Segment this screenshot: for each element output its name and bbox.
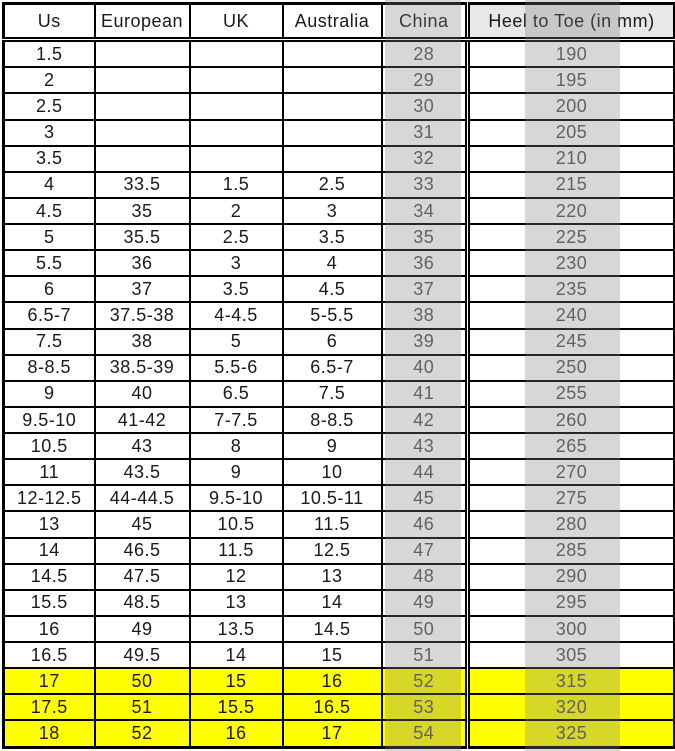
table-row — [4, 538, 675, 564]
cell-heel-to-toe-in-mm-r5: 210 — [468, 146, 675, 172]
cell-heel-to-toe-in-mm-r25: 315 — [468, 668, 675, 694]
cell-us-r13: 8-8.5 — [4, 355, 95, 381]
cell-china-r3: 30 — [382, 93, 468, 119]
table-row — [4, 485, 675, 511]
cell-china-r14: 41 — [382, 381, 468, 407]
table-row — [4, 668, 675, 694]
table-row — [4, 329, 675, 355]
cell-european-r1 — [95, 40, 190, 68]
table-row — [4, 590, 675, 616]
table-row — [4, 642, 675, 668]
cell-china-r12: 39 — [382, 329, 468, 355]
cell-australia-r13: 6.5-7 — [283, 355, 382, 381]
cell-european-r2 — [95, 67, 190, 93]
cell-heel-to-toe-in-mm-r14: 255 — [468, 381, 675, 407]
cell-australia-r21: 13 — [283, 564, 382, 590]
table-row — [4, 250, 675, 276]
table-row — [4, 694, 675, 720]
header-heel-to-toe: Heel to Toe (in mm) — [468, 4, 675, 40]
cell-uk-r18: 9.5-10 — [190, 485, 283, 511]
cell-heel-to-toe-in-mm-r21: 290 — [468, 564, 675, 590]
cell-european-r21: 47.5 — [95, 564, 190, 590]
table-body — [4, 40, 675, 748]
cell-heel-to-toe-in-mm-r3: 200 — [468, 93, 675, 119]
cell-china-r27: 54 — [382, 720, 468, 747]
cell-uk-r20: 11.5 — [190, 538, 283, 564]
cell-china-r23: 50 — [382, 616, 468, 642]
cell-us-r8: 5 — [4, 224, 95, 250]
cell-us-r15: 9.5-10 — [4, 407, 95, 433]
table-header — [4, 4, 675, 40]
cell-uk-r11: 4-4.5 — [190, 302, 283, 328]
cell-china-r11: 38 — [382, 302, 468, 328]
cell-european-r15: 41-42 — [95, 407, 190, 433]
cell-us-r25: 17 — [4, 668, 95, 694]
cell-uk-r13: 5.5-6 — [190, 355, 283, 381]
cell-european-r24: 49.5 — [95, 642, 190, 668]
cell-china-r10: 37 — [382, 276, 468, 302]
cell-australia-r11: 5-5.5 — [283, 302, 382, 328]
cell-australia-r1 — [283, 40, 382, 68]
table-row — [4, 433, 675, 459]
cell-uk-r26: 15.5 — [190, 694, 283, 720]
cell-us-r27: 18 — [4, 720, 95, 747]
cell-european-r4 — [95, 120, 190, 146]
cell-australia-r25: 16 — [283, 668, 382, 694]
header-uk: UK — [190, 4, 283, 40]
cell-australia-r8: 3.5 — [283, 224, 382, 250]
cell-heel-to-toe-in-mm-r1: 190 — [468, 40, 675, 68]
cell-heel-to-toe-in-mm-r20: 285 — [468, 538, 675, 564]
cell-uk-r21: 12 — [190, 564, 283, 590]
cell-us-r5: 3.5 — [4, 146, 95, 172]
cell-australia-r18: 10.5-11 — [283, 485, 382, 511]
cell-us-r21: 14.5 — [4, 564, 95, 590]
table-row — [4, 511, 675, 537]
cell-uk-r9: 3 — [190, 250, 283, 276]
cell-australia-r19: 11.5 — [283, 511, 382, 537]
table-row — [4, 67, 675, 93]
cell-us-r23: 16 — [4, 616, 95, 642]
cell-us-r16: 10.5 — [4, 433, 95, 459]
cell-heel-to-toe-in-mm-r18: 275 — [468, 485, 675, 511]
cell-australia-r20: 12.5 — [283, 538, 382, 564]
cell-european-r22: 48.5 — [95, 590, 190, 616]
cell-us-r22: 15.5 — [4, 590, 95, 616]
cell-european-r7: 35 — [95, 198, 190, 224]
cell-us-r10: 6 — [4, 276, 95, 302]
cell-european-r16: 43 — [95, 433, 190, 459]
cell-china-r7: 34 — [382, 198, 468, 224]
cell-australia-r23: 14.5 — [283, 616, 382, 642]
cell-uk-r4 — [190, 120, 283, 146]
table-row — [4, 198, 675, 224]
table-row — [4, 381, 675, 407]
header-china: China — [382, 4, 468, 40]
cell-australia-r26: 16.5 — [283, 694, 382, 720]
cell-european-r26: 51 — [95, 694, 190, 720]
table-row — [4, 172, 675, 198]
cell-australia-r10: 4.5 — [283, 276, 382, 302]
cell-australia-r12: 6 — [283, 329, 382, 355]
cell-uk-r15: 7-7.5 — [190, 407, 283, 433]
header-row — [4, 4, 675, 40]
cell-china-r18: 45 — [382, 485, 468, 511]
cell-heel-to-toe-in-mm-r24: 305 — [468, 642, 675, 668]
cell-heel-to-toe-in-mm-r19: 280 — [468, 511, 675, 537]
cell-australia-r24: 15 — [283, 642, 382, 668]
cell-australia-r3 — [283, 93, 382, 119]
cell-us-r2: 2 — [4, 67, 95, 93]
cell-heel-to-toe-in-mm-r22: 295 — [468, 590, 675, 616]
cell-china-r19: 46 — [382, 511, 468, 537]
cell-european-r9: 36 — [95, 250, 190, 276]
cell-uk-r24: 14 — [190, 642, 283, 668]
cell-european-r25: 50 — [95, 668, 190, 694]
cell-heel-to-toe-in-mm-r8: 225 — [468, 224, 675, 250]
size-conversion-table — [2, 2, 675, 749]
cell-heel-to-toe-in-mm-r27: 325 — [468, 720, 675, 747]
cell-australia-r16: 9 — [283, 433, 382, 459]
cell-china-r9: 36 — [382, 250, 468, 276]
cell-china-r22: 49 — [382, 590, 468, 616]
table-row — [4, 459, 675, 485]
cell-china-r4: 31 — [382, 120, 468, 146]
cell-us-r9: 5.5 — [4, 250, 95, 276]
cell-china-r6: 33 — [382, 172, 468, 198]
cell-australia-r15: 8-8.5 — [283, 407, 382, 433]
cell-uk-r25: 15 — [190, 668, 283, 694]
table-row — [4, 355, 675, 381]
cell-china-r17: 44 — [382, 459, 468, 485]
cell-european-r10: 37 — [95, 276, 190, 302]
cell-european-r5 — [95, 146, 190, 172]
cell-uk-r16: 8 — [190, 433, 283, 459]
cell-european-r27: 52 — [95, 720, 190, 747]
cell-heel-to-toe-in-mm-r26: 320 — [468, 694, 675, 720]
cell-us-r26: 17.5 — [4, 694, 95, 720]
cell-heel-to-toe-in-mm-r17: 270 — [468, 459, 675, 485]
cell-uk-r5 — [190, 146, 283, 172]
cell-uk-r19: 10.5 — [190, 511, 283, 537]
cell-european-r17: 43.5 — [95, 459, 190, 485]
cell-australia-r4 — [283, 120, 382, 146]
cell-australia-r27: 17 — [283, 720, 382, 747]
cell-china-r8: 35 — [382, 224, 468, 250]
table-row — [4, 146, 675, 172]
cell-european-r14: 40 — [95, 381, 190, 407]
cell-heel-to-toe-in-mm-r13: 250 — [468, 355, 675, 381]
table-row — [4, 120, 675, 146]
cell-heel-to-toe-in-mm-r6: 215 — [468, 172, 675, 198]
cell-china-r21: 48 — [382, 564, 468, 590]
cell-heel-to-toe-in-mm-r4: 205 — [468, 120, 675, 146]
table-row — [4, 40, 675, 68]
cell-heel-to-toe-in-mm-r7: 220 — [468, 198, 675, 224]
cell-european-r6: 33.5 — [95, 172, 190, 198]
cell-heel-to-toe-in-mm-r9: 230 — [468, 250, 675, 276]
cell-australia-r14: 7.5 — [283, 381, 382, 407]
cell-australia-r5 — [283, 146, 382, 172]
cell-china-r5: 32 — [382, 146, 468, 172]
cell-australia-r2 — [283, 67, 382, 93]
cell-us-r14: 9 — [4, 381, 95, 407]
cell-us-r4: 3 — [4, 120, 95, 146]
cell-us-r17: 11 — [4, 459, 95, 485]
cell-uk-r23: 13.5 — [190, 616, 283, 642]
cell-uk-r27: 16 — [190, 720, 283, 747]
cell-us-r3: 2.5 — [4, 93, 95, 119]
header-european: European — [95, 4, 190, 40]
cell-uk-r22: 13 — [190, 590, 283, 616]
cell-us-r20: 14 — [4, 538, 95, 564]
cell-european-r11: 37.5-38 — [95, 302, 190, 328]
cell-heel-to-toe-in-mm-r2: 195 — [468, 67, 675, 93]
cell-uk-r1 — [190, 40, 283, 68]
cell-china-r25: 52 — [382, 668, 468, 694]
cell-heel-to-toe-in-mm-r11: 240 — [468, 302, 675, 328]
cell-european-r23: 49 — [95, 616, 190, 642]
cell-european-r12: 38 — [95, 329, 190, 355]
cell-china-r26: 53 — [382, 694, 468, 720]
cell-us-r7: 4.5 — [4, 198, 95, 224]
cell-uk-r6: 1.5 — [190, 172, 283, 198]
cell-european-r13: 38.5-39 — [95, 355, 190, 381]
cell-heel-to-toe-in-mm-r15: 260 — [468, 407, 675, 433]
table-row — [4, 407, 675, 433]
table-row — [4, 616, 675, 642]
cell-us-r19: 13 — [4, 511, 95, 537]
cell-us-r24: 16.5 — [4, 642, 95, 668]
cell-uk-r2 — [190, 67, 283, 93]
cell-australia-r7: 3 — [283, 198, 382, 224]
cell-australia-r6: 2.5 — [283, 172, 382, 198]
cell-european-r19: 45 — [95, 511, 190, 537]
header-us: Us — [4, 4, 95, 40]
cell-australia-r9: 4 — [283, 250, 382, 276]
cell-china-r20: 47 — [382, 538, 468, 564]
cell-european-r20: 46.5 — [95, 538, 190, 564]
cell-european-r18: 44-44.5 — [95, 485, 190, 511]
cell-us-r11: 6.5-7 — [4, 302, 95, 328]
header-australia: Australia — [283, 4, 382, 40]
cell-uk-r14: 6.5 — [190, 381, 283, 407]
cell-uk-r8: 2.5 — [190, 224, 283, 250]
cell-china-r15: 42 — [382, 407, 468, 433]
cell-uk-r17: 9 — [190, 459, 283, 485]
table-row — [4, 720, 675, 747]
cell-us-r12: 7.5 — [4, 329, 95, 355]
cell-uk-r3 — [190, 93, 283, 119]
cell-china-r13: 40 — [382, 355, 468, 381]
cell-china-r24: 51 — [382, 642, 468, 668]
cell-china-r1: 28 — [382, 40, 468, 68]
cell-us-r1: 1.5 — [4, 40, 95, 68]
cell-us-r18: 12-12.5 — [4, 485, 95, 511]
cell-heel-to-toe-in-mm-r23: 300 — [468, 616, 675, 642]
cell-china-r2: 29 — [382, 67, 468, 93]
cell-uk-r7: 2 — [190, 198, 283, 224]
cell-heel-to-toe-in-mm-r10: 235 — [468, 276, 675, 302]
cell-australia-r22: 14 — [283, 590, 382, 616]
cell-uk-r10: 3.5 — [190, 276, 283, 302]
cell-european-r8: 35.5 — [95, 224, 190, 250]
cell-heel-to-toe-in-mm-r12: 245 — [468, 329, 675, 355]
table-row — [4, 276, 675, 302]
cell-heel-to-toe-in-mm-r16: 265 — [468, 433, 675, 459]
table-row — [4, 564, 675, 590]
cell-uk-r12: 5 — [190, 329, 283, 355]
cell-european-r3 — [95, 93, 190, 119]
cell-australia-r17: 10 — [283, 459, 382, 485]
cell-china-r16: 43 — [382, 433, 468, 459]
cell-us-r6: 4 — [4, 172, 95, 198]
table-row — [4, 93, 675, 119]
table-row — [4, 224, 675, 250]
table-row — [4, 302, 675, 328]
